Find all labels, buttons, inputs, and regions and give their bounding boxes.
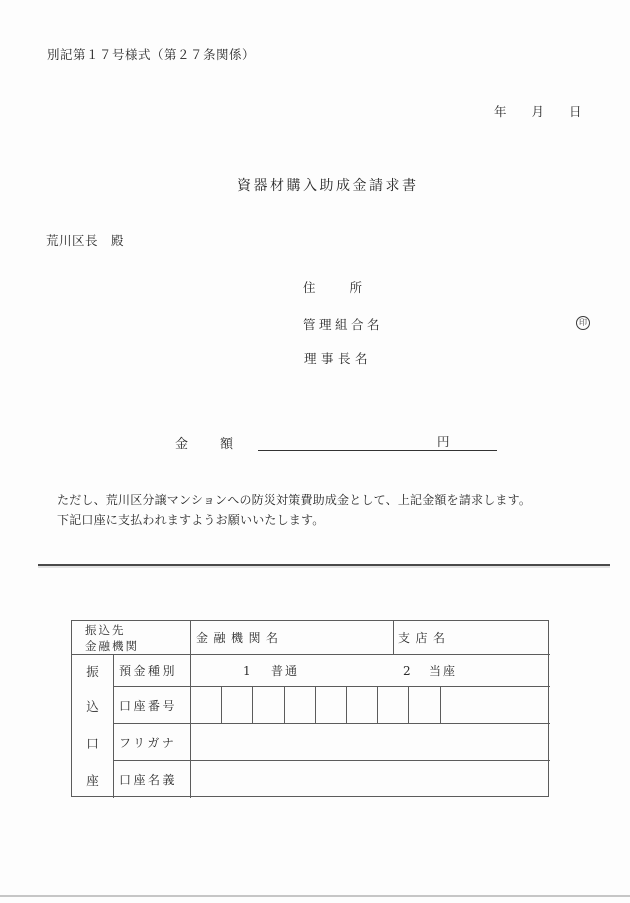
form-number: 別記第１７号様式（第２７条関係） xyxy=(47,47,256,62)
address-label: 住 所 xyxy=(303,280,366,295)
amount-label: 金 額 xyxy=(175,437,236,452)
branch-name-label: 支店名 xyxy=(398,631,451,645)
account-number-cell xyxy=(191,687,550,724)
section-divider xyxy=(38,564,610,566)
vertical-char-2: 込 xyxy=(86,698,99,714)
account-holder-value-cell xyxy=(191,761,550,798)
deposit-type-options-cell xyxy=(191,655,550,687)
note-line-1: ただし、荒川区分譲マンションへの防災対策費助成金として、上記金額を請求します。 xyxy=(57,493,532,507)
account-digit-box xyxy=(285,687,316,723)
note-line-2: 下記口座に支払われますようお願いいたします。 xyxy=(57,513,325,527)
amount-fill-line xyxy=(258,450,497,451)
seal-text: 印 xyxy=(579,318,587,327)
request-note xyxy=(57,490,531,530)
page-title: 資器材購入助成金請求書 xyxy=(237,178,419,194)
branch-name-cell xyxy=(394,621,550,655)
account-number-label: 口座番号 xyxy=(114,687,191,724)
vertical-char-4: 座 xyxy=(86,772,99,788)
account-digit-box xyxy=(378,687,409,723)
deposit-option-1-label: 普通 xyxy=(271,664,300,678)
account-number-extra-box xyxy=(441,687,551,723)
amount-unit-yen: 円 xyxy=(437,434,450,449)
account-digit-box xyxy=(222,687,253,723)
payee-bank-header-cell xyxy=(72,621,191,655)
addressee-line: 荒川区長 殿 xyxy=(46,233,125,248)
account-digit-box xyxy=(253,687,284,723)
seal-mark-icon xyxy=(576,316,590,330)
deposit-option-2-label: 当座 xyxy=(429,664,458,678)
date-line: 年 月 日 xyxy=(494,104,582,119)
vertical-char-1: 振 xyxy=(86,664,99,679)
account-digit-box xyxy=(191,687,222,723)
transfer-account-vertical-label xyxy=(72,655,114,798)
bank-name-cell xyxy=(191,621,394,655)
account-digit-box xyxy=(347,687,378,723)
bank-name-label: 金融機関名 xyxy=(196,631,284,645)
account-number-boxes xyxy=(191,687,550,723)
deposit-option-2-number: 2 xyxy=(403,663,411,678)
deposit-option-1-number: 1 xyxy=(243,663,251,678)
account-digit-box xyxy=(316,687,347,723)
association-name-label: 管理組合名 xyxy=(303,317,384,332)
chairman-name-label: 理事長名 xyxy=(304,351,373,366)
account-digit-box xyxy=(409,687,440,723)
furigana-value-cell xyxy=(191,724,550,761)
payee-label-line2: 金融機関 xyxy=(85,638,139,653)
bank-account-table xyxy=(71,620,549,797)
account-holder-label: 口座名義 xyxy=(114,761,191,798)
payee-label-line1: 振込先 xyxy=(85,622,126,637)
deposit-type-label: 預金種別 xyxy=(114,655,191,687)
vertical-char-3: 口 xyxy=(86,735,99,751)
page-bottom-rule xyxy=(0,895,630,897)
furigana-label: フリガナ xyxy=(114,724,191,761)
